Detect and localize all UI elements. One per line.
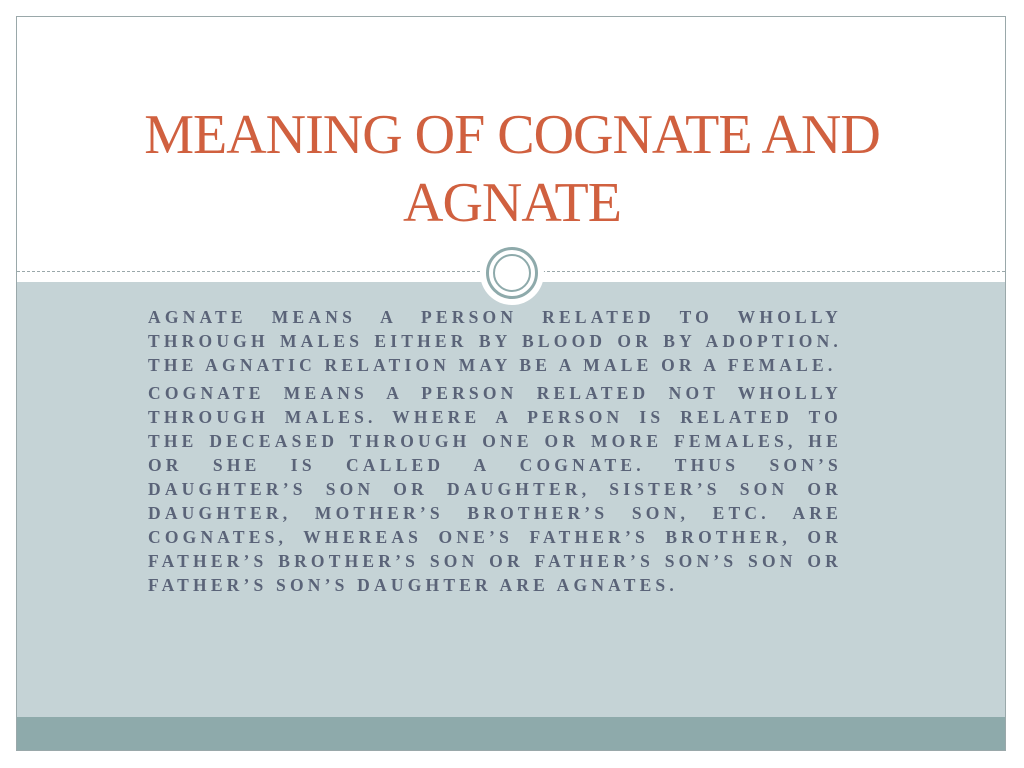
slide-title: MEANING OF COGNATE AND AGNATE [144,104,880,234]
paragraph-cognate: COGNATE MEANS A PERSON RELATED NOT WHOLLY THROUGH MALES. WHERE A PERSON IS RELATED TO THE DECEASED THROUGH ONE OR MORE FEMALES, HE OR SHE IS CALLED A COGNATE. THUS SON’S DAUGHTER’S SON OR DAUGHTER, SISTER’S SON OR DAUGHTER, MOTHER’S BROTHER’S SON, ETC. ARE COGNATES, WHEREAS ONE’S FATHER’S BROTHER, OR FATHER’S BROTHER’S SON OR FATHER’S SON’S SON OR FATHER’S SON’S DAUGHTER ARE AGNATES. [148,383,842,595]
paragraph-agnate: AGNATE MEANS A PERSON RELATED TO WHOLLY THROUGH MALES EITHER BY BLOOD OR BY ADOPTION. THE AGNATIC RELATION MAY BE A MALE OR A FEMALE. [148,307,842,375]
title-area [17,17,1005,272]
body-text [148,305,842,597]
footer-band [17,717,1005,751]
inner-ring [493,254,531,292]
